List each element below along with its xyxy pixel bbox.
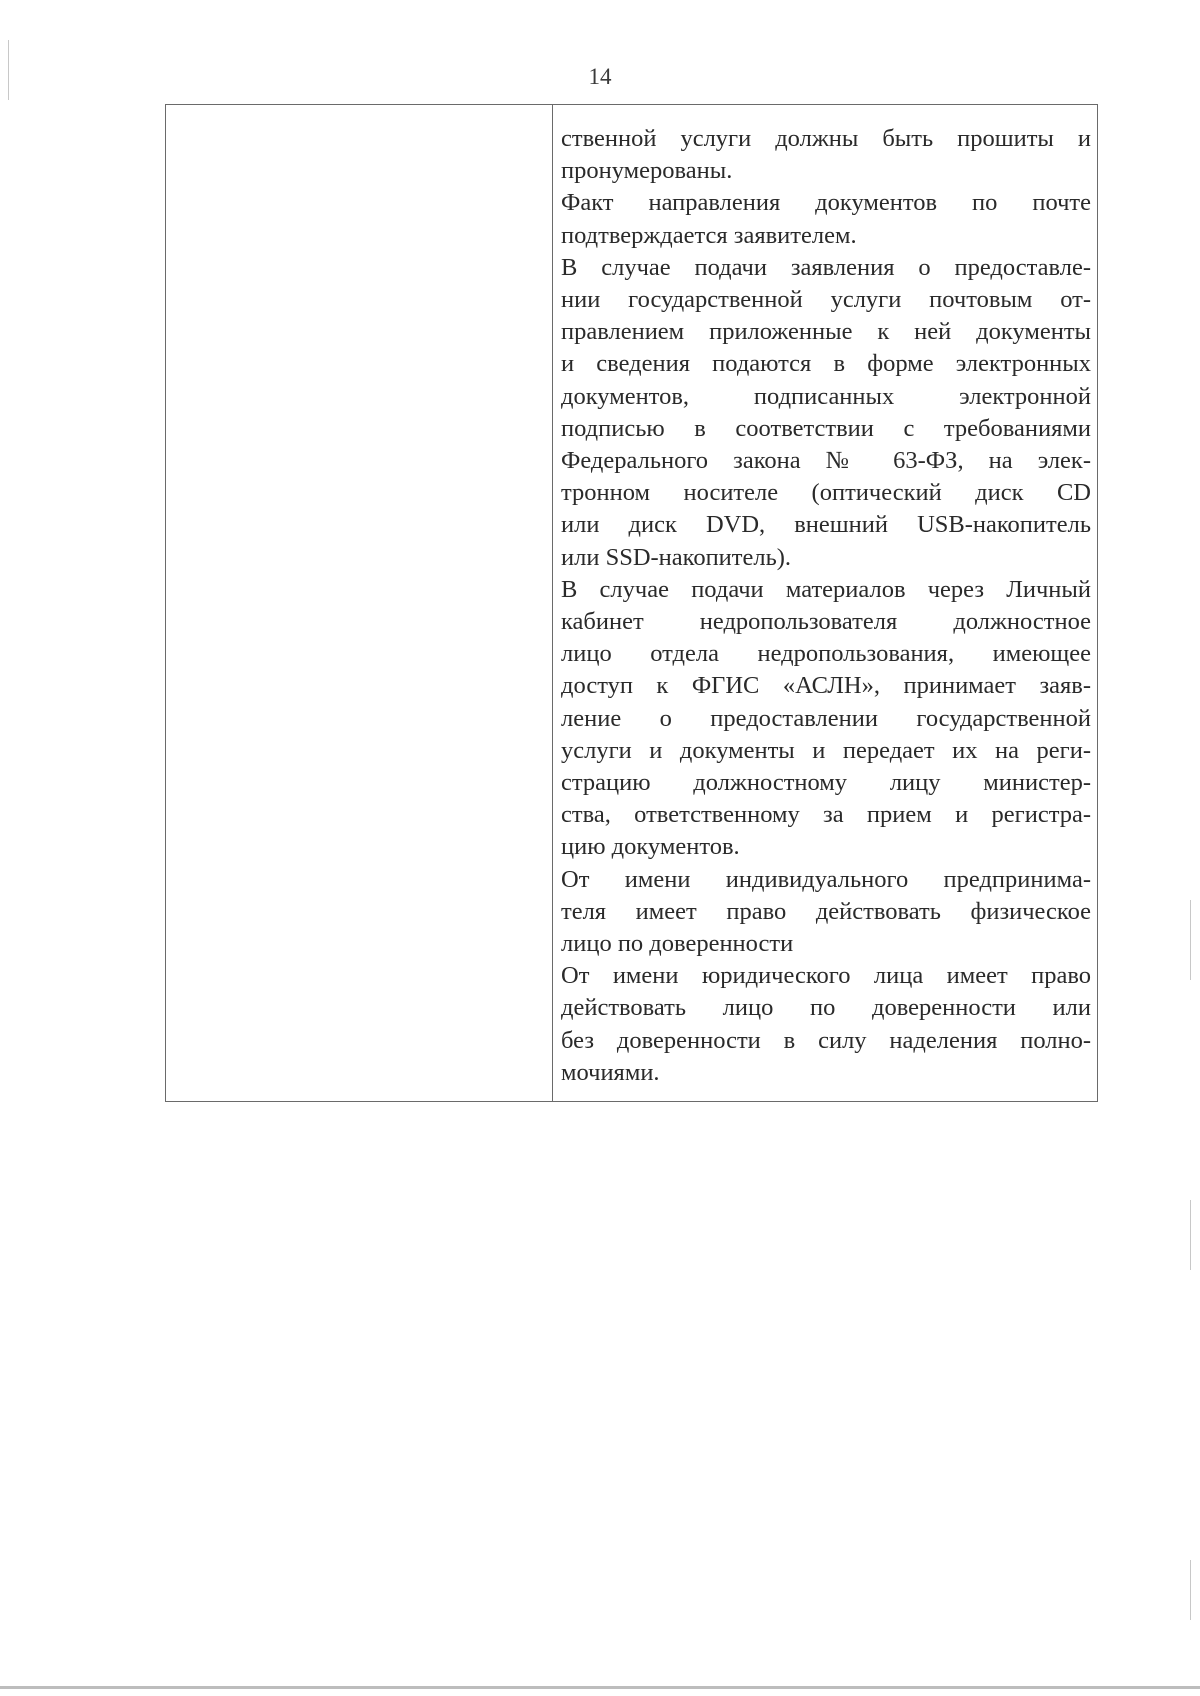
text-line: От имени индивидуального предпринима-	[561, 865, 1091, 893]
page-number: 14	[588, 64, 612, 89]
text-line: пронумерованы.	[561, 157, 733, 185]
text-line: мочиями.	[561, 1058, 660, 1086]
text-line: лицо отдела недропользования, имеющее	[561, 640, 1091, 668]
scan-edge-mark	[1190, 900, 1191, 980]
text-line: цию документов.	[561, 833, 740, 861]
scan-edge-mark	[8, 40, 9, 100]
text-line: или диск DVD, внешний USB-накопитель	[561, 511, 1091, 539]
scan-edge-mark	[1190, 1200, 1191, 1270]
scan-edge-mark	[1190, 1560, 1191, 1620]
text-line: ление о предоставлении государственной	[561, 704, 1091, 732]
table-cell-left-empty	[166, 105, 553, 1102]
cell-body-text	[553, 105, 1097, 1101]
text-line: ства, ответственному за прием и регистра-	[561, 801, 1091, 829]
text-line: без доверенности в силу наделения полно-	[561, 1026, 1091, 1054]
text-line: нии государственной услуги почтовым от-	[561, 286, 1091, 314]
paragraph	[561, 187, 1091, 251]
text-line: документов, подписанных электронной	[561, 382, 1091, 410]
text-line: правлением приложенные к ней документы	[561, 318, 1091, 346]
text-line: и сведения подаются в форме электронных	[561, 350, 1091, 378]
table-row	[166, 105, 1098, 1102]
text-line: тронном носителе (оптический диск CD	[561, 479, 1091, 507]
text-line: Федерального закона № 63-ФЗ, на элек-	[561, 447, 1091, 475]
text-line: теля имеет право действовать физическое	[561, 897, 1091, 925]
text-line: кабинет недропользователя должностное	[561, 608, 1091, 636]
text-line: ственной услуги должны быть прошиты и	[561, 125, 1091, 152]
text-line: услуги и документы и передает их на реги-	[561, 736, 1091, 764]
text-line: страцию должностному лицу министер-	[561, 769, 1091, 797]
text-line: Факт направления документов по почте	[561, 189, 1091, 217]
scan-bottom-edge	[0, 1686, 1200, 1689]
paragraph	[561, 252, 1091, 574]
text-line: действовать лицо по доверенности или	[561, 994, 1091, 1022]
text-line: В случае подачи заявления о предоставле-	[561, 253, 1091, 281]
text-line: доступ к ФГИС «АСЛН», принимает заяв-	[561, 672, 1091, 700]
text-line: лицо по доверенности	[561, 930, 794, 958]
paragraph	[561, 960, 1091, 1089]
text-line: подписью в соответствии с требованиями	[561, 414, 1091, 442]
table-cell-right	[553, 105, 1098, 1102]
paragraph	[561, 123, 1091, 187]
text-line: От имени юридического лица имеет право	[561, 962, 1091, 990]
text-line: подтверждается заявителем.	[561, 221, 857, 249]
paragraph	[561, 864, 1091, 961]
document-table	[165, 104, 1098, 1102]
paragraph	[561, 574, 1091, 864]
text-line: В случае подачи материалов через Личный	[561, 575, 1091, 603]
text-line: или SSD-накопитель).	[561, 543, 792, 571]
